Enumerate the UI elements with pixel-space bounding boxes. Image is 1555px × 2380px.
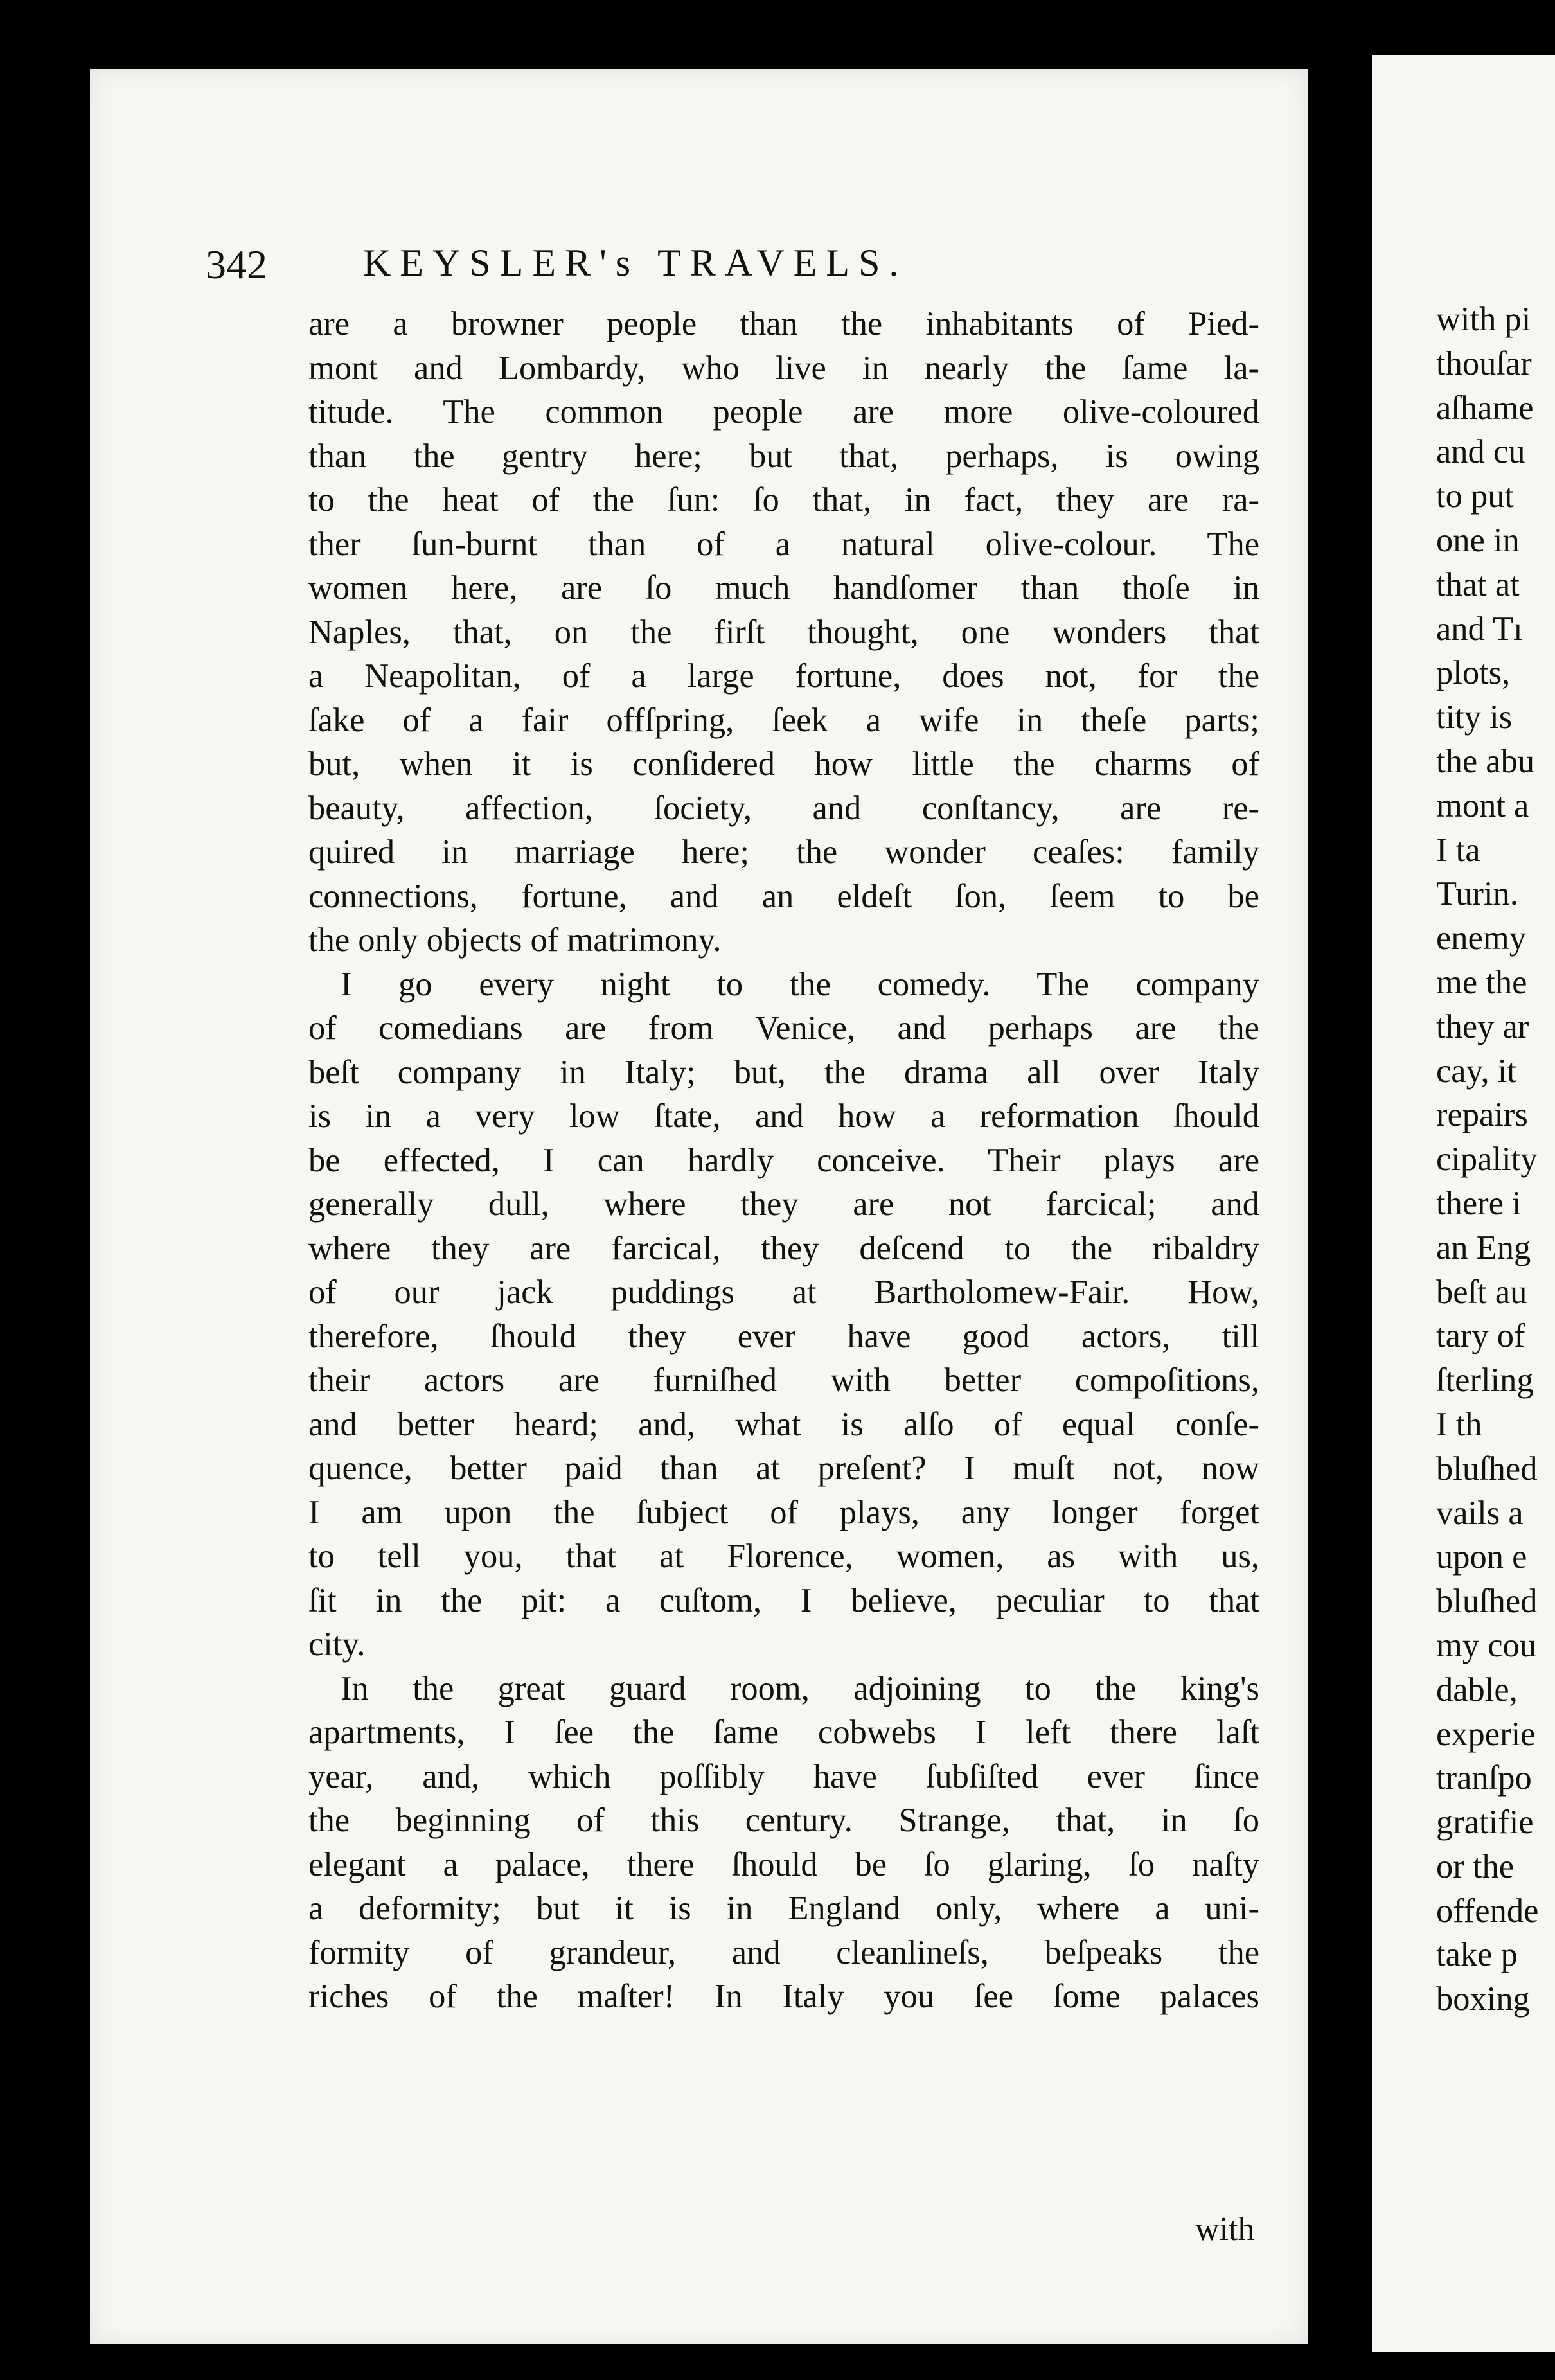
text-line: quired in marriage here; the wonder ceaſes: family (308, 833, 1259, 871)
catchword: with (1195, 2211, 1255, 2248)
text-line: where they are farcical, they deſcend to the ribaldry (308, 1229, 1259, 1267)
right-page-text (1436, 298, 1538, 2021)
right-page-line: aſhame (1436, 389, 1534, 427)
text-line: connections, fortune, and an eldeſt ſon, ſeem to be (308, 877, 1259, 915)
text-line: their actors are furniſhed with better compoſitions, (308, 1362, 1259, 1399)
text-line: mont and Lombardy, who live in nearly the ſame la- (308, 349, 1259, 387)
right-page-line: tranſpo (1436, 1759, 1532, 1797)
page-number: 342 (206, 242, 267, 287)
right-page-line: offende (1436, 1892, 1539, 1930)
right-page-line: gratifie (1436, 1804, 1534, 1842)
right-page-line: me the (1436, 963, 1527, 1001)
text-line: year, and, which poſſibly have ſubſiſted ever ſince (308, 1757, 1259, 1795)
text-line: the beginning of this century. Strange, that, in ſo (308, 1802, 1259, 1839)
right-page-line: cipality (1436, 1141, 1538, 1178)
main-text-block (308, 302, 1259, 2019)
text-line: and better heard; and, what is alſo of equal conſe- (308, 1405, 1259, 1443)
text-line: elegant a palace, there ſhould be ſo glaring, ſo naſty (308, 1845, 1259, 1883)
right-page-line: one in (1436, 521, 1520, 559)
right-page-line: plots, (1436, 654, 1511, 692)
text-line: ſake of a fair offſpring, ſeek a wife in theſe parts; (308, 701, 1259, 739)
text-line: are a browner people than the inhabitants of Pied- (308, 305, 1259, 342)
text-line: of our jack puddings at Bartholomew-Fair. How, (308, 1274, 1259, 1311)
right-page-line: bluſhed (1436, 1583, 1538, 1621)
right-page-line: upon e (1436, 1538, 1527, 1576)
right-page-line: cay, it (1436, 1052, 1516, 1090)
text-line: I am upon the ſubject of plays, any longer forget (308, 1493, 1259, 1531)
right-page-line: bluſhed (1436, 1450, 1538, 1487)
right-page-line: to put (1436, 477, 1515, 515)
text-line: the only objects of matrimony. (308, 921, 722, 959)
right-page-line: dable, (1436, 1671, 1518, 1709)
text-line: is in a very low ſtate, and how a reformation ſhould (308, 1097, 1259, 1135)
text-line: I go every night to the comedy. The company (341, 965, 1259, 1003)
right-page-line: the abu (1436, 742, 1535, 780)
text-line: city. (308, 1626, 366, 1663)
right-page-line: my cou (1436, 1626, 1537, 1664)
right-page-line: that at (1436, 565, 1520, 603)
text-line: titude. The common people are more olive-coloured (308, 393, 1259, 431)
page-header (206, 241, 1169, 305)
right-page-line: enemy (1436, 919, 1526, 957)
right-page-line: they ar (1436, 1008, 1529, 1045)
text-line: ſit in the pit: a cuſtom, I believe, peculiar to that (308, 1581, 1259, 1619)
text-line: but, when it is conſidered how little the charms of (308, 745, 1259, 783)
text-line: to the heat of the ſun: ſo that, in fact, they are ra- (308, 481, 1259, 519)
text-line: of comedians are from Venice, and perhaps are the (308, 1009, 1259, 1047)
text-line: quence, better paid than at preſent? I muſt not, now (308, 1450, 1259, 1487)
right-page-line: and cu (1436, 433, 1525, 471)
right-page-line: with pi (1436, 301, 1531, 338)
text-line: riches of the maſter! In Italy you ſee ſome palaces (308, 1978, 1259, 2015)
right-page-line: Turin. (1436, 875, 1518, 913)
right-page-line: tity is (1436, 698, 1513, 736)
text-line: a deformity; but it is in England only, where a uni- (308, 1890, 1259, 1927)
right-page-line: repairs (1436, 1096, 1528, 1134)
text-line: In the great guard room, adjoining to the king's (341, 1669, 1259, 1707)
right-page-line: mont a (1436, 786, 1529, 824)
text-line: generally dull, where they are not farcical; and (308, 1186, 1259, 1223)
text-line: ther ſun-burnt than of a natural olive-colour. The (308, 525, 1259, 563)
book-gutter (1316, 0, 1367, 2380)
text-line: Naples, that, on the firſt thought, one wonders that (308, 613, 1259, 651)
text-line: women here, are ſo much handſomer than thoſe in (308, 569, 1259, 607)
text-line: than the gentry here; but that, perhaps, is owing (308, 437, 1259, 475)
right-page-line: ſterling (1436, 1362, 1534, 1399)
right-page (1372, 55, 1555, 2352)
running-head: KEYSLER's TRAVELS. (363, 242, 908, 284)
text-line: formity of grandeur, and cleanlineſs, beſpeaks the (308, 1933, 1259, 1971)
right-page-line: there i (1436, 1184, 1522, 1222)
right-page-line: an Eng (1436, 1229, 1531, 1266)
right-page-line: or the (1436, 1847, 1514, 1885)
text-line: to tell you, that at Florence, women, as with us, (308, 1538, 1259, 1575)
right-page-line: take p (1436, 1936, 1518, 1974)
right-page-line: vails a (1436, 1494, 1524, 1532)
text-line: beſt company in Italy; but, the drama all over Italy (308, 1053, 1259, 1091)
right-page-line: I ta (1436, 831, 1480, 869)
right-page-line: beſt au (1436, 1273, 1527, 1311)
right-page-line: boxing (1436, 1980, 1530, 2018)
text-line: a Neapolitan, of a large fortune, does not, for the (308, 657, 1259, 695)
text-line: be effected, I can hardly conceive. Their plays are (308, 1141, 1259, 1179)
text-line: therefore, ſhould they ever have good actors, till (308, 1317, 1259, 1355)
text-line: beauty, affection, ſociety, and conſtancy, are re- (308, 789, 1259, 827)
right-page-line: thouſar (1436, 344, 1532, 382)
text-line: apartments, I ſee the ſame cobwebs I left there laſt (308, 1714, 1259, 1751)
right-page-line: I th (1436, 1405, 1482, 1443)
right-page-line: tary of (1436, 1317, 1525, 1355)
right-page-line: experie (1436, 1715, 1536, 1753)
right-page-line: and Tı (1436, 610, 1523, 648)
